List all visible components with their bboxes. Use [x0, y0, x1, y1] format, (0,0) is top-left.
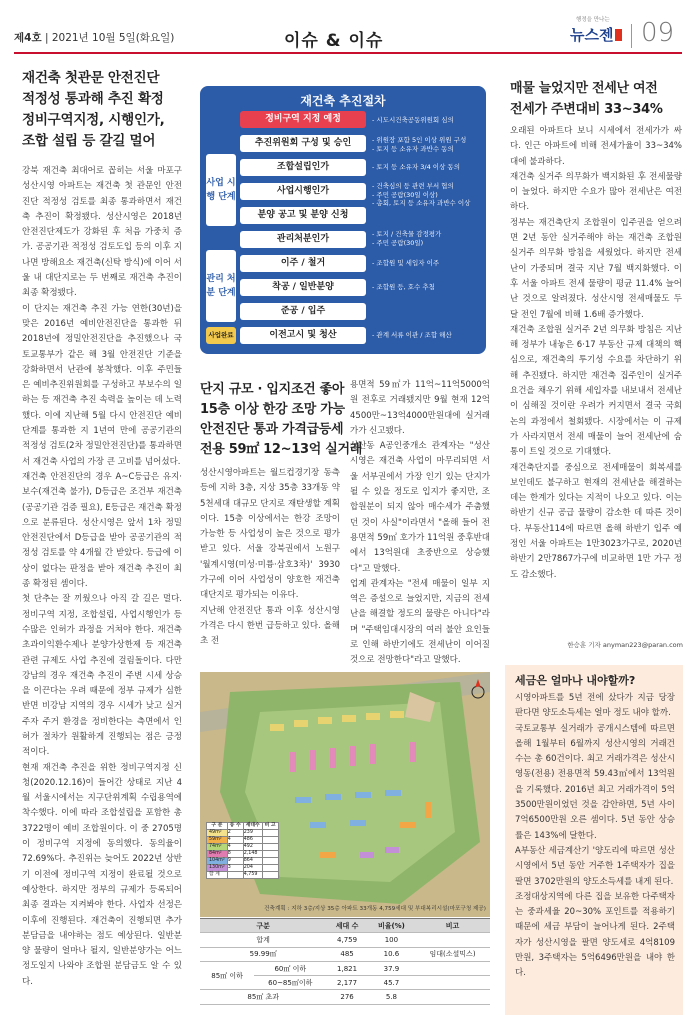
phase-completion-label: 사업완료 [206, 327, 236, 344]
legend-row [207, 851, 279, 858]
table-cell: 59.99㎡ [200, 947, 326, 961]
sidebar-paragraph: A부동산 세금계산기 '양도리에 따르면 성산시영에서 5년 동안 거주한 1주택자가 집을 팔면 3702만원의 양도소득세를 내게 된다. [515, 845, 675, 887]
legend-cell: 4,759 [243, 872, 262, 879]
step-association-approval: 조합설립인가 [240, 159, 366, 176]
issue-date: 2021년 10월 5일(화요일) [51, 32, 175, 44]
headline-line: 조합 설립 등 갈길 멀어 [22, 133, 156, 149]
legend-col: 비 고 [262, 823, 278, 830]
legend-cell [262, 830, 278, 837]
site-plan-map [200, 672, 490, 917]
headline-line: 매물 늘었지만 전세난 여전 [510, 81, 658, 96]
byline: 한승훈 기자 anyman223@paran.com [567, 641, 683, 649]
diagram-note: - 시도시건축공동위원회 심의 [372, 116, 454, 124]
legend-header [207, 823, 279, 830]
sidebar-paragraph: 조정대상지역에 다른 집을 보유한 다주택자는 중과세율 20~30% 포인트를 적용하기 때문에 세금 부담이 늘어나게 된다. 2주택자가 성산시영을 팔면 양도세로 4억8109만원, 3주택자는 5억6496만원을 내야 한다. [515, 891, 675, 979]
legend-cell: 492 [243, 844, 262, 851]
diagram-note: - 토지 등 소유자 3/4 이상 동의 [372, 163, 460, 171]
logo-tagline: 행정을 만나는 [576, 17, 610, 23]
map-legend [206, 822, 279, 879]
step-relocation-demolition: 이주 / 철거 [240, 255, 366, 272]
sidebar-body [515, 691, 675, 1009]
legend-cell [262, 837, 278, 844]
step-zone-designation: 정비구역 지정 예정 [240, 111, 366, 128]
article-paragraph: 현재 재건축 추진을 위한 정비구역지정 신청(2020.12.16)이 들어간 상태로 지난 4월 서울시에서는 지구단위계획 수립용역에 착수했다. 이에 따라 조합설립을 포함한 총 3722명이 예비 조합원이다. 이 중 2705명이 정비구역 지정에 동의했다. 동의율이 72.69%다. 추진위는 늦어도 2022년 상반기 이전에 정비구역 지정이 완료될 것으로 예상한다. 하지만 정부의 규제가 등록되어 최종 결과는 지켜봐야 한다. 사업자 선정은 이후에 진행된다. 재건축이 진행되면 추가 분담금을 내야하는 점도 예상된다. 일반분양 물량이 얼마나 될지, 일반분양가는 어느 정도일지 나와야 조합원 분담금도 알 수 있다. [22, 762, 182, 987]
legend-row [207, 830, 279, 837]
legend-cell: 49m² [207, 830, 228, 837]
middle-article-headline [200, 380, 375, 460]
legend-row [207, 865, 279, 872]
table-cell [415, 961, 490, 975]
article-paragraph: 재건축 조합원 실거주 2년 의무화 방침은 지난해 정부가 내놓은 6·17 부동산 규제 대책의 핵심으로, 재건축의 투기성 수요를 차단하기 위해 추진됐다. 하지만 재건축 집주인이 실거주 요건을 채우기 위해 세입자를 내보내서 전세난이 심해질 것이란 우려가 커지면서 결국 국회 논의 과정에서 철회됐다. 시장에서는 이 규제가 사라지면서 전세 매물이 늘어 전세난에 숨통이 트일 것으로 기대했다. [510, 324, 682, 458]
table-cell: 10.6 [368, 947, 415, 961]
table-row [200, 933, 490, 947]
diagram-note: - 관계 서류 이관 / 조합 해산 [372, 331, 452, 339]
table-cell: 100 [368, 933, 415, 947]
diagram-title: 재건축 추진절차 [300, 94, 386, 108]
table-cell: 485 [326, 947, 367, 961]
legend-row [207, 844, 279, 851]
legend-cell [262, 844, 278, 851]
legend-cell: 2,148 [243, 851, 262, 858]
map-caption: 건축계획 : 지하 3층/지상 35층 아파트 33개동 4,759세대 및 부대복리시설(마포구청 제공) [264, 906, 486, 912]
article-paragraph: 성산동 A공인중개소 관계자는 "성산시영은 재건축 사업이 마무리되면 서울 서부권에서 가장 인기 있는 단지가 될 수 있을 정도로 입지가 좋지만, 조합원분이 되지 않아 매수세가 주춤했던 것이 사실"이라면서 "올해 들어 전용면적 59㎡ 호가가 11억원 중후반대에서 13억원대 초중반으로 상승했다"고 말했다. [350, 441, 490, 574]
article-paragraph: 첫 단추는 잘 끼웠으나 아직 갈 길은 멀다. 정비구역 지정, 조합설립, 사업시행인가 등 수많은 인허가 과정을 거쳐야 한다. 재건축초과이익환수제나 분양가상한제 등 재건축 관련 규제도 사업 추진에 걸림돌이다. 다만 강남의 경우 재건축 추진이 주변 시세 상승을 이끈다는 우려 때문에 정부 규제가 심한 반면 비강남 지역의 경우 시세가 낮고 실거주자 주거 환경을 정비한다는 측면에서 인허가 절차가 원활하게 진행되는 점은 긍정적이다. [22, 594, 182, 758]
section-title: 이슈 & 이슈 [284, 31, 384, 51]
legend-row [207, 858, 279, 865]
legend-cell: 8 [227, 851, 243, 858]
legend-cell: 합 계 [207, 872, 228, 879]
table-cell: 60~85㎡이하 [254, 976, 326, 990]
headline-line: 단지 규모 · 입지조건 좋아 [200, 382, 345, 397]
legend-cell: 2 [227, 830, 243, 837]
phase-business-label: 사업 시행 단계 [206, 154, 236, 226]
article-paragraph: 성산시영아파트는 월드컵경기장 동측 등에 지하 3층, 지상 35층 33개동 약 5천세대 대규모 단지로 재탄생할 계획이다. 15층 이상에서는 한강 조망이 가능한 등 사업성이 높은 것으로 평가받고 있다. 서울 강북권에서 노원구 '월계시영(미성·미륭·삼호3차)' 3930가구에 이어 사업성이 양호한 재건축 대단지로 평가되는 이유다. [200, 468, 340, 601]
headline-line: 정비구역지정, 시행인가, [22, 112, 165, 128]
tax-sidebar-box [505, 665, 683, 1015]
article-paragraph: 정부는 재건축단지 조합원이 입주권을 얻으려면 2년 동안 실거주해야 하는 재건축 조합원 실거주 의무화 방침을 세웠었다. 하지만 전세난이 가중되며 결국 지난 7월 백지화했다. 이후 서울 아파트 전세 물량이 평균 11.4% 늘어난 것으로 알려졌다. 성산시영 전세매물도 두 달 전인 7월에 비해 1.6배 증가했다. [510, 217, 682, 320]
headline-line: 15층 이상 한강 조망 가능 [200, 402, 345, 417]
legend-cell [262, 858, 278, 865]
diagram-note: - 토지 / 건축물 감정평가 - 주민 공람(30일) [372, 230, 442, 247]
article-paragraph: 재건축단지를 중심으로 전세매물이 회복세를 보인데도 불구하고 현재의 전세난을 해결하는 데는 한계가 있다는 지적이 나오고 있다. 이는 하반기 신규 공급 물량이 감소한 데 따른 것이다. 부동산114에 따르면 올해 하반기 입주 예정인 서울 아파트는 1만3023가구로, 2020년 하반기 2만7867가구에 비교하면 1만 가구 정도 감소했다. [510, 462, 682, 580]
page-number: 09 [641, 18, 675, 48]
step-transfer-settlement: 이전고시 및 청산 [240, 327, 366, 344]
legend-col: 세대수 [243, 823, 262, 830]
diagram-note: - 조합원 등, 호수 추첨 [372, 283, 435, 291]
household-table [200, 918, 490, 1005]
diagram-note: - 건축심의 등 관련 부서 협의 - 주민 공람(30일 이상) - 총회, 토지 등 소유자 과반수 이상 [372, 182, 471, 207]
site-plan-image [200, 672, 490, 917]
legend-cell: 84m² [207, 851, 228, 858]
article-paragraph: 이 단지는 재건축 추진 가능 연한(30년)을 맞은 2016년 예비안전진단을 통과한 뒤 2018년에 정밀안전진단을 추진했으나 국토교통부가 같은 해 3월 안전진단 기준을 강화하면서 난관에 봉착했다. 이후 주민들은 예비추진위원회를 구성하고 부보수의 일하는 등 재건축 추진 속력을 높이는 데 노력했다. 이에 지난해 5월 다시 안전진단 예비 단계를 통과한 지 1년여 만에 공공기관의 적정성 검토(2차 정밀안전진단)를 통과하면서 재건축 사업의 가장 큰 고비를 넘어섰다. [22, 303, 182, 467]
legend-cell: 9 [227, 858, 243, 865]
legend-col: 동 수 [227, 823, 243, 830]
legend-cell [262, 851, 278, 858]
phase-management-label: 관리 처분 단계 [206, 250, 236, 322]
newsletter-logo [570, 17, 622, 45]
legend-cell: 59m² [207, 837, 228, 844]
right-article-headline [510, 78, 685, 120]
table-header: 세대 수 [326, 919, 367, 933]
compass-icon [470, 678, 486, 700]
legend-cell: 204 [243, 865, 262, 872]
table-header-row [200, 919, 490, 933]
legend-cell [262, 872, 278, 879]
table-cell: 임대(소셜믹스) [415, 947, 490, 961]
logo-text: 뉴스젠 [570, 26, 614, 44]
table-cell [415, 990, 490, 1004]
table-cell: 2,177 [326, 976, 367, 990]
headline-line: 전용 59㎡ 12~13억 실거래 [200, 442, 362, 457]
headline-line: 적정성 통과해 추진 확정 [22, 91, 164, 107]
sidebar-title: 세금은 얼마나 내야할까? [515, 674, 636, 687]
step-committee-approval: 추진위원회 구성 및 승인 [240, 135, 366, 152]
table-header: 구분 [200, 919, 326, 933]
right-article-body [510, 124, 682, 640]
table-row [200, 990, 490, 1004]
table-header: 비율(%) [368, 919, 415, 933]
table-cell: 5.8 [368, 990, 415, 1004]
left-article-body [22, 164, 182, 1020]
table-cell: 85㎡ 이하 [200, 961, 254, 990]
header-divider: | [44, 32, 52, 44]
sidebar-paragraph: 시영아파트를 5년 전에 샀다가 지금 당장 판다면 양도소득세는 얼마 정도 내야 할까. [515, 693, 675, 719]
table-cell: 85㎡ 초과 [200, 990, 326, 1004]
diagram-note: - 조합원 및 세입자 이주 [372, 259, 440, 267]
headline-line: 전세가 주변대비 33~34% [510, 102, 663, 117]
middle-article-col2 [350, 378, 490, 668]
article-paragraph: 지난해 안전진단 통과 이후 성산시영 가격은 다시 한번 급등하고 있다. 올해 초 전 [200, 605, 340, 647]
legend-row [207, 872, 279, 879]
table-header: 비고 [415, 919, 490, 933]
legend-cell: 864 [243, 858, 262, 865]
headline-line: 재건축 첫관문 안전진단 [22, 70, 160, 86]
legend-cell [262, 865, 278, 872]
table-cell: 합계 [200, 933, 326, 947]
table-cell: 276 [326, 990, 367, 1004]
legend-cell: 4 [227, 837, 243, 844]
page-header [14, 10, 682, 54]
table-cell [415, 976, 490, 990]
header-separator [631, 24, 632, 48]
issue-info [14, 30, 174, 45]
table-cell: 4,759 [326, 933, 367, 947]
step-project-approval: 사업시행인가 [240, 183, 366, 200]
article-paragraph: 업계 관계자는 "전세 매물이 일부 지역은 증설으로 늘었지만, 지금의 전세난을 해결할 정도의 물량은 아니다"라며 "주택임대시장의 여러 불안 요인들로 인해 하반기에도 전세난이 이어질 것으로 전망한다"라고 말했다. [350, 578, 490, 666]
article-paragraph: 재건축 실거주 의무화가 백지화된 후 전세물량이 늘었다. 하지만 수요가 많아 전세난은 여전하다. [510, 171, 682, 213]
sidebar-paragraph: 국토교통부 실거래가 공개시스템에 따르면 올해 1월부터 6월까지 성산시영의 거래건수는 총 60건이다. 최고 거래가격은 성산시영동(전용) 전용면적 59.43㎡에서 13억원을 기록했다. 2016년 최고 거래가격이 5억3500만원이었던 것을 감안하면, 5년 사이 7억6500만원 오른 셈이다. 5년 동안 상승률은 143%에 달한다. [515, 723, 675, 841]
article-paragraph: 오래된 아파트다 보니 시세에서 전세가가 싸다. 인근 아파트에 비해 전세가율이 33~34%대에 불과하다. [510, 126, 682, 167]
table-row [200, 961, 490, 975]
left-article-headline [22, 68, 192, 152]
legend-cell: 130m² [207, 865, 228, 872]
legend-cell [227, 872, 243, 879]
legend-cell: 74m² [207, 844, 228, 851]
table-cell [415, 933, 490, 947]
diagram-note: - 위원장 포함 5인 이상 위원 구성 - 토지 등 소유자 과반수 동의 [372, 136, 467, 153]
issue-number: 제4호 [14, 32, 42, 44]
step-construction-sale: 착공 / 일반분양 [240, 279, 366, 296]
legend-cell: 4 [227, 844, 243, 851]
table-cell: 1,821 [326, 961, 367, 975]
legend-cell: 3 [227, 865, 243, 872]
middle-article-col1 [200, 466, 340, 666]
article-paragraph: 강북 재건축 최대어로 꼽히는 서울 마포구 성산시영 아파트는 재건축 첫 관문인 안전진단 적정성 검토를 최종 통과하면서 재건축 추진이 확정됐다. 성산시영은 2018년 안전진단제도가 강화된 후 처음 가중치 증가. 공공기관 적정성 검토도입 등의 이후 지나면 방해요소 재건축(신탁 방식)에 이어 서울 내 대단지로는 두 번째로 재건축 추진이 최종 확정됐다. [22, 166, 182, 299]
headline-line: 안전진단 통과 가격급등세 [200, 422, 344, 437]
legend-row [207, 837, 279, 844]
article-paragraph: 용면적 59㎡가 11억~11억5000억원 전후로 거래됐지만 9월 현재 12억4500만~13억4000만원대에 실거래가가 신고됐다. [350, 380, 490, 436]
legend-cell: 104m² [207, 858, 228, 865]
reconstruction-process-diagram [200, 86, 486, 354]
table-cell: 37.9 [368, 961, 415, 975]
article-paragraph: 재건축 안전진단의 경우 A~C등급은 유지·보수(재건축 불가), D등급은 조건부 재건축(공공기관 검증 필요), E등급은 재건축 확정으로 분류된다. 성산시영은 앞서 1차 정밀안전진단에서 D등급을 받아 공공기관의 적정성 검토를 약 4개월 간 받았다. 등급에 이상이 없다는 판정을 받아 재건축 추진이 최종 확정된 셈이다. [22, 471, 182, 590]
legend-cell: 486 [243, 837, 262, 844]
step-management-approval: 관리처분인가 [240, 231, 366, 248]
step-sale-announcement: 분양 공고 및 분양 신청 [240, 207, 366, 224]
legend-cell: 239 [243, 830, 262, 837]
table-cell: 45.7 [368, 976, 415, 990]
table-row [200, 947, 490, 961]
table-cell: 60㎡ 이하 [254, 961, 326, 975]
legend-col: 구 분 [207, 823, 228, 830]
step-completion: 준공 / 입주 [240, 303, 366, 320]
logo-flag-icon [615, 29, 622, 41]
